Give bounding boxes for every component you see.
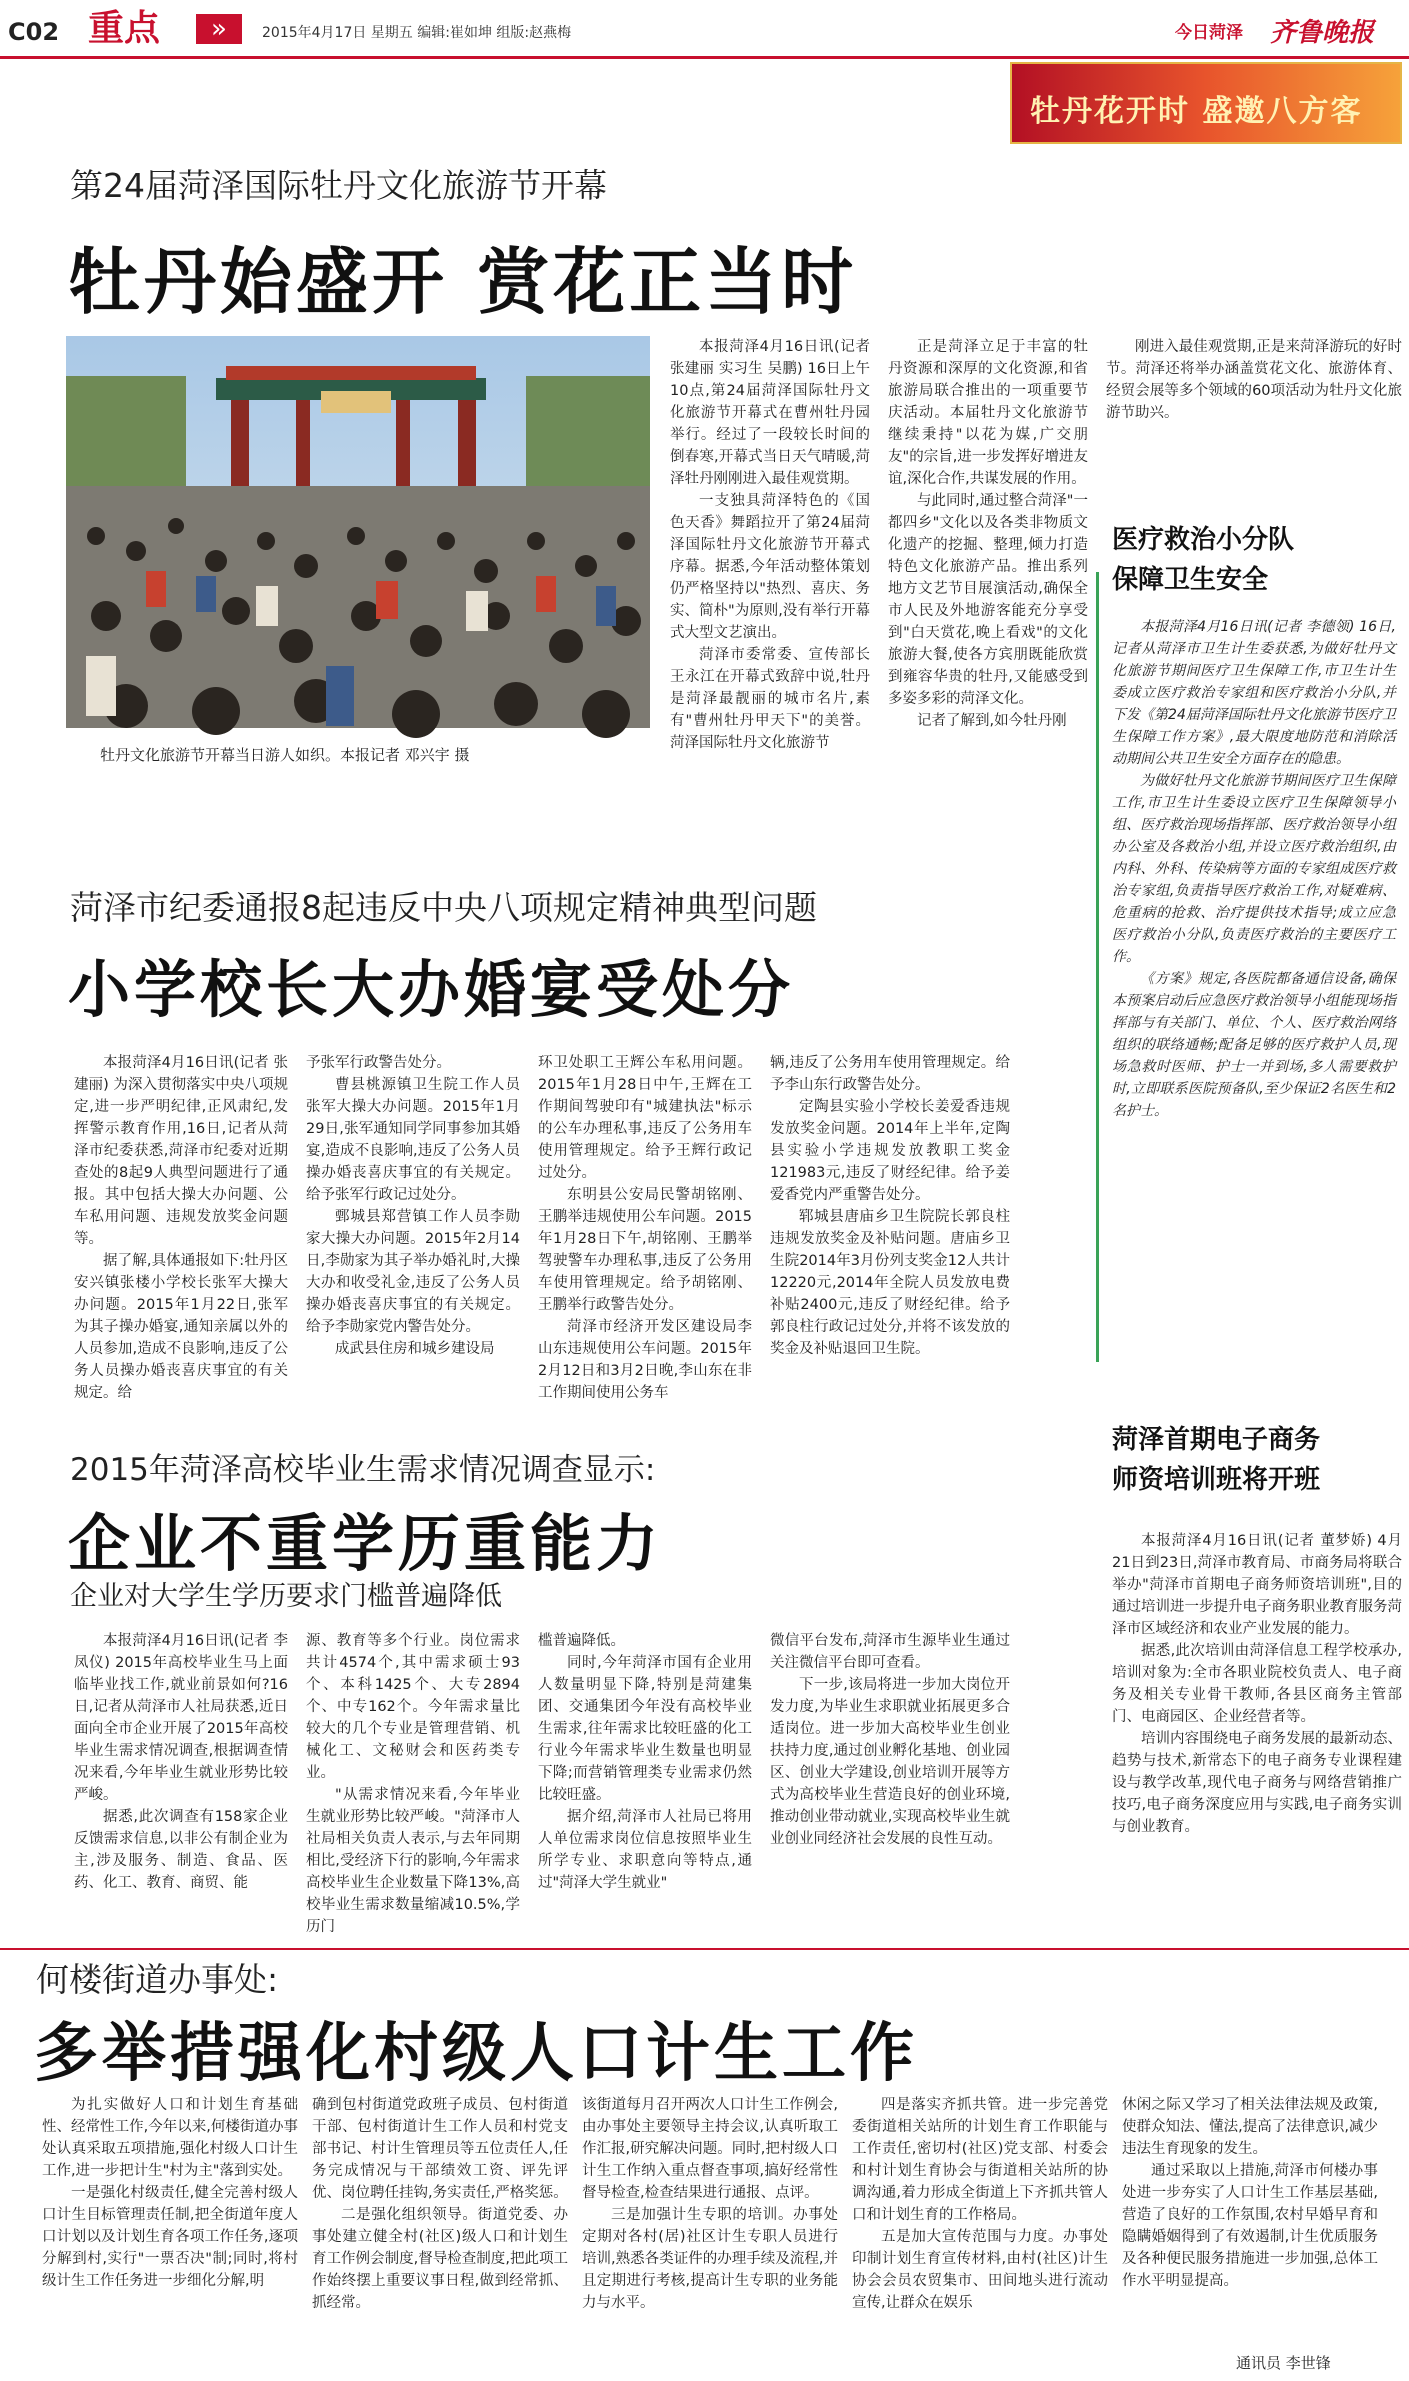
festival-photo (66, 336, 650, 728)
sidebar-rule (1096, 572, 1106, 1362)
header-rule (0, 56, 1409, 59)
side2-headline: 菏泽首期电子商务 师资培训班将开班 (1112, 1425, 1321, 1495)
story1-column-1: 本报菏泽4月16日讯(记者 张建丽 实习生 吴鹏) 16日上午10点,第24届菏泽国际牡丹文化旅游节开幕式在曹州牡丹园举行。经过了一段较长时间的倒春寒,开幕式当日天气晴暖,菏泽牡丹刚刚进入最佳观赏期。 一支独具菏泽特色的《国色天香》舞蹈拉开了第24届菏泽国际牡丹文化旅游节开幕式序幕。据悉,今年活动整体策划仍严格坚持以"热烈、喜庆、务实、简朴"为原则,没有举行开幕式大型文艺演出。 菏泽市委常委、宣传部长王永江在开幕式致辞中说,牡丹是菏泽最靓丽的城市名片,素有"曹州牡丹甲天下"的美誉。菏泽国际牡丹文化旅游节 (670, 339, 870, 751)
story4-column-1: 为扎实做好人口和计划生育基础性、经常性工作,今年以来,何楼街道办事处认真采取五项措施,强化村级人口计生工作,进一步把计生"村为主"落到实处。 一是强化村级责任,健全完善村级人口计生目标管理责任制,把全街道年度人口计划以及计划生育各项工作任务,逐项分解到村,实行"一票否决"制;同时,将村级计生工作任务进一步细化分解,明 (42, 2097, 298, 2289)
page-number: C02 (8, 18, 60, 46)
story2-column-4: 辆,违反了公务用车使用管理规定。给予李山东行政警告处分。 定陶县实验小学校长姜爱香违规发放奖金问题。2014年上半年,定陶县实验小学违规发放教职工奖金121983元,违反了财经纪律。给予姜爱香党内严重警告处分。 郓城县唐庙乡卫生院院长郭良柱违规发放奖金及补贴问题。唐庙乡卫生院2014年3月份列支奖金12人共计12220元,2014年全院人员发放电费补贴2400元,违反了财经纪律。给予郭良柱行政记过处分,并将不该发放的奖金及补贴退回卫生院。 (770, 1055, 1010, 1357)
story4-headline: 多举措强化村级人口计生工作 (34, 2017, 918, 2091)
section-arrow-icon: » (196, 14, 242, 44)
story2-column-3: 环卫处职工王辉公车私用问题。2015年1月28日中午,王辉在工作期间驾驶印有"城建执法"标示的公车办理私事,违反了公务用车使用管理规定。给予王辉行政记过处分。 东明县公安局民警胡铭刚、王鹏举违规使用公车问题。2015年1月28日下午,胡铭刚、王鹏举驾驶警车办理私事,违反了公务用车使用管理规定。给予胡铭刚、王鹏举行政警告处分。 菏泽市经济开发区建设局李山东违规使用公车问题。2015年2月12日和3月2日晚,李山东在非工作期间使用公务车 (538, 1055, 752, 1401)
story2-column-1: 本报菏泽4月16日讯(记者 张建丽) 为深入贯彻落实中央八项规定,进一步严明纪律,正风肃纪,发挥警示教育作用,16日,记者从菏泽市纪委获悉,菏泽市纪委对近期查处的8起9人典型问题进行了通报。其中包括大操大办问题、公车私用问题、违规发放奖金问题等。 据了解,具体通报如下:牡丹区安兴镇张楼小学校长张军大操大办问题。2015年1月22日,张军为其子操办婚宴,通知亲属以外的人员参加,造成不良影响,违反了公务人员操办婚丧喜庆事宜的有关规定。给 (74, 1055, 288, 1401)
story3-column-3: 槛普遍降低。 同时,今年菏泽市国有企业用人数量明显下降,特别是菏建集团、交通集团今年没有高校毕业生需求,往年需求比较旺盛的化工行业今年需求毕业生数量也明显下降;而营销管理类专业需求仍然比较旺盛。 据介绍,菏泽市人社局已将用人单位需求岗位信息按照毕业生所学专业、求职意向等特点,通过"菏泽大学生就业" (538, 1633, 752, 1891)
story3-kicker: 2015年菏泽高校毕业生需求情况调查显示: (70, 1452, 656, 1488)
side2-body: 本报菏泽4月16日讯(记者 董梦娇) 4月21日到23日,菏泽市教育局、市商务局将联合举办"菏泽市首期电子商务师资培训班",目的通过培训进一步提升电子商务职业教育服务菏泽市区域经济和农业产业发展的能力。 据悉,此次培训由菏泽信息工程学校承办,培训对象为:全市各职业院校负责人、电子商务及相关专业骨干教师,各县区商务主管部门、电商园区、企业经营者等。 培训内容围绕电子商务发展的最新动态、趋势与技术,新常态下的电子商务专业课程建设与教学改革,现代电子商务与网络营销推广技巧,电子商务深度应用与实践,电子商务实训与创业教育。 (1112, 1533, 1402, 1835)
story4-column-3: 该街道每月召开两次人口计生工作例会,由办事处主要领导主持会议,认真听取工作汇报,研究解决问题。同时,把村级人口计生工作纳入重点督查事项,搞好经常性督导检查,检查结果进行通报、点评。 三是加强计生专职的培训。办事处定期对各村(居)社区计生专职人员进行培训,熟悉各类证件的办理手续及流程,并且定期进行考核,提高计生专职的业务能力与水平。 (582, 2097, 838, 2311)
story4-column-4: 四是落实齐抓共管。进一步完善党委街道相关站所的计划生育工作职能与工作责任,密切村(社区)党支部、村委会和村计划生育协会与街道相关站所的协调沟通,着力形成全街道上下齐抓共管人口和计划生育的工作格局。 五是加大宣传范围与力度。办事处印制计划生育宣传材料,由村(社区)计生协会会员农贸集市、田间地头进行流动宣传,让群众在娱乐 (852, 2097, 1108, 2311)
story3-column-1: 本报菏泽4月16日讯(记者 李凤仪) 2015年高校毕业生马上面临毕业找工作,就业前景如何?16日,记者从菏泽市人社局获悉,近日面向全市企业开展了2015年高校毕业生需求情况调查,根据调查情况来看,今年毕业生就业形势比较严峻。 据悉,此次调查有158家企业反馈需求信息,以非公有制企业为主,涉及服务、制造、食品、医药、化工、教育、商贸、能 (74, 1633, 288, 1891)
newspaper-logo: 齐鲁晚报 (1270, 18, 1375, 48)
story1-headline: 牡丹始盛开 赏花正当时 (68, 240, 858, 324)
story3-subhead: 企业对大学生学历要求门槛普遍降低 (70, 1581, 502, 1612)
story3-headline: 企业不重学历重能力 (68, 1507, 663, 1580)
story4-kicker: 何楼街道办事处: (36, 1960, 279, 1999)
story2-kicker: 菏泽市纪委通报8起违反中央八项规定精神典型问题 (70, 888, 817, 927)
side1-body: 本报菏泽4月16日讯(记者 李德领) 16日,记者从菏泽市卫生计生委获悉,为做好牡丹文化旅游节期间医疗卫生保障工作,市卫生计生委成立医疗救治专家组和医疗救治小分队,并下发《第24届菏泽国际牡丹文化旅游节医疗卫生保障工作方案》,最大限度地防范和消除活动期间公共卫生安全方面存在的隐患。 为做好牡丹文化旅游节期间医疗卫生保障工作,市卫生计生委设立医疗卫生保障领导小组、医疗救治现场指挥部、医疗救治领导小组办公室及各救治小组,并设立医疗救治组织,由内科、外科、传染病等方面的专家组成医疗救治专家组,负责指导医疗救治工作,对疑难病、危重病的抢救、治疗提供技术指导;成立应急医疗救治小分队,负责医疗救治的主要医疗工作。 《方案》规定,各医院都备通信设备,确保本预案启动后应急医疗救治领导小组能现场指挥部与有关部门、单位、个人、医疗救治网络组织的联络通畅;配备足够的医疗救护人员,现场急救时医师、护士一并到场,多人需要救护时,立即联系医院预备队,至少保证2名医生和2名护士。 (1112, 619, 1396, 1119)
story3-column-4: 微信平台发布,菏泽市生源毕业生通过关注微信平台即可查看。 下一步,该局将进一步加大岗位开发力度,为毕业生求职就业拓展更多合适岗位。进一步加大高校毕业生创业扶持力度,通过创业孵化基地、创业园区、创业大学建设,创业培训开展等方式为高校毕业生营造良好的创业环境,推动创业带动就业,实现高校毕业生就业创业同经济社会发展的良性互动。 (770, 1633, 1010, 1847)
story4-column-5: 休闲之际又学习了相关法律法规及政策,使群众知法、懂法,提高了法律意识,减少违法生育现象的发生。 通过采取以上措施,菏泽市何楼办事处进一步夯实了人口计生工作基层基础,营造了良好的工作氛围,农村早婚早育和隐瞒婚姻得到了有效遏制,计生优质服务及各种便民服务措施进一步加强,总体工作水平明显提高。 (1122, 2097, 1378, 2289)
story4-byline: 通讯员 李世锋 (1236, 2354, 1331, 2372)
story4-column-2: 确到包村街道党政班子成员、包村街道干部、包村街道计生工作人员和村党支部书记、村计生管理员等五位责任人,任务完成情况与干部绩效工资、评先评优、岗位聘任挂钩,务实责任,严格奖惩。 二是强化组织领导。街道党委、办事处建立健全村(社区)级人口和计划生育工作例会制度,督导检查制度,把此项工作始终摆上重要议事日程,做到经常抓、抓经常。 (312, 2097, 568, 2311)
story1-column-3: 刚进入最佳观赏期,正是来菏泽游玩的好时节。菏泽还将举办涵盖赏花文化、旅游体育、经贸会展等多个领域的60项活动为牡丹文化旅游节助兴。 (1106, 339, 1402, 421)
section-divider (0, 1948, 1409, 1950)
issue-meta: 2015年4月17日 星期五 编辑:崔如坤 组版:赵燕梅 (262, 25, 572, 41)
section-title: 重点 (88, 7, 161, 49)
side1-headline: 医疗救治小分队 保障卫生安全 (1112, 525, 1295, 595)
story1-kicker: 第24届菏泽国际牡丹文化旅游节开幕 (70, 166, 607, 205)
edition-label: 今日菏泽 (1175, 23, 1243, 43)
festival-banner-text: 牡丹花开时 盛邀八方客 (1030, 94, 1363, 129)
story2-column-2: 予张军行政警告处分。 曹县桃源镇卫生院工作人员张军大操大办问题。2015年1月29日,张军通知同学同事参加其婚宴,造成不良影响,违反了公务人员操办婚丧喜庆事宜的有关规定。给予张军行政记过处分。 鄄城县郑营镇工作人员李勋家大操大办问题。2015年2月14日,李勋家为其子举办婚礼时,大操大办和收受礼金,违反了公务人员操办婚丧喜庆事宜的有关规定。给予李勋家党内警告处分。 成武县住房和城乡建设局 (306, 1055, 520, 1357)
story1-column-2: 正是菏泽立足于丰富的牡丹资源和深厚的文化资源,和省旅游局联合推出的一项重要节庆活动。本届牡丹文化旅游节继续秉持"以花为媒,广交朋友"的宗旨,进一步发挥好增进友谊,深化合作,共谋发展的作用。 与此同时,通过整合菏泽"一都四乡"文化以及各类非物质文化遗产的挖掘、整理,倾力打造特色文化旅游产品。推出系列地方文艺节目展演活动,确保全市人民及外地游客能充分享受到"白天赏花,晚上看戏"的文化旅游大餐,使各方宾朋既能欣赏到雍容华贵的牡丹,又能感受到多姿多彩的菏泽文化。 记者了解到,如今牡丹刚 (888, 339, 1088, 729)
story2-headline: 小学校长大办婚宴受处分 (68, 953, 795, 1026)
story3-column-2: 源、教育等多个行业。岗位需求共计4574个,其中需求硕士93个、本科1425个、大专2894个、中专162个。今年需求量比较大的几个专业是管理营销、机械化工、文秘财会和医药类专业。 "从需求情况来看,今年毕业生就业形势比较严峻。"菏泽市人社局相关负责人表示,与去年同期相比,受经济下行的影响,今年需求高校毕业生企业数量下降13%,高校毕业生需求数量缩减10.5%,学历门 (306, 1633, 520, 1935)
photo-caption: 牡丹文化旅游节开幕当日游人如织。本报记者 邓兴宇 摄 (100, 746, 470, 764)
